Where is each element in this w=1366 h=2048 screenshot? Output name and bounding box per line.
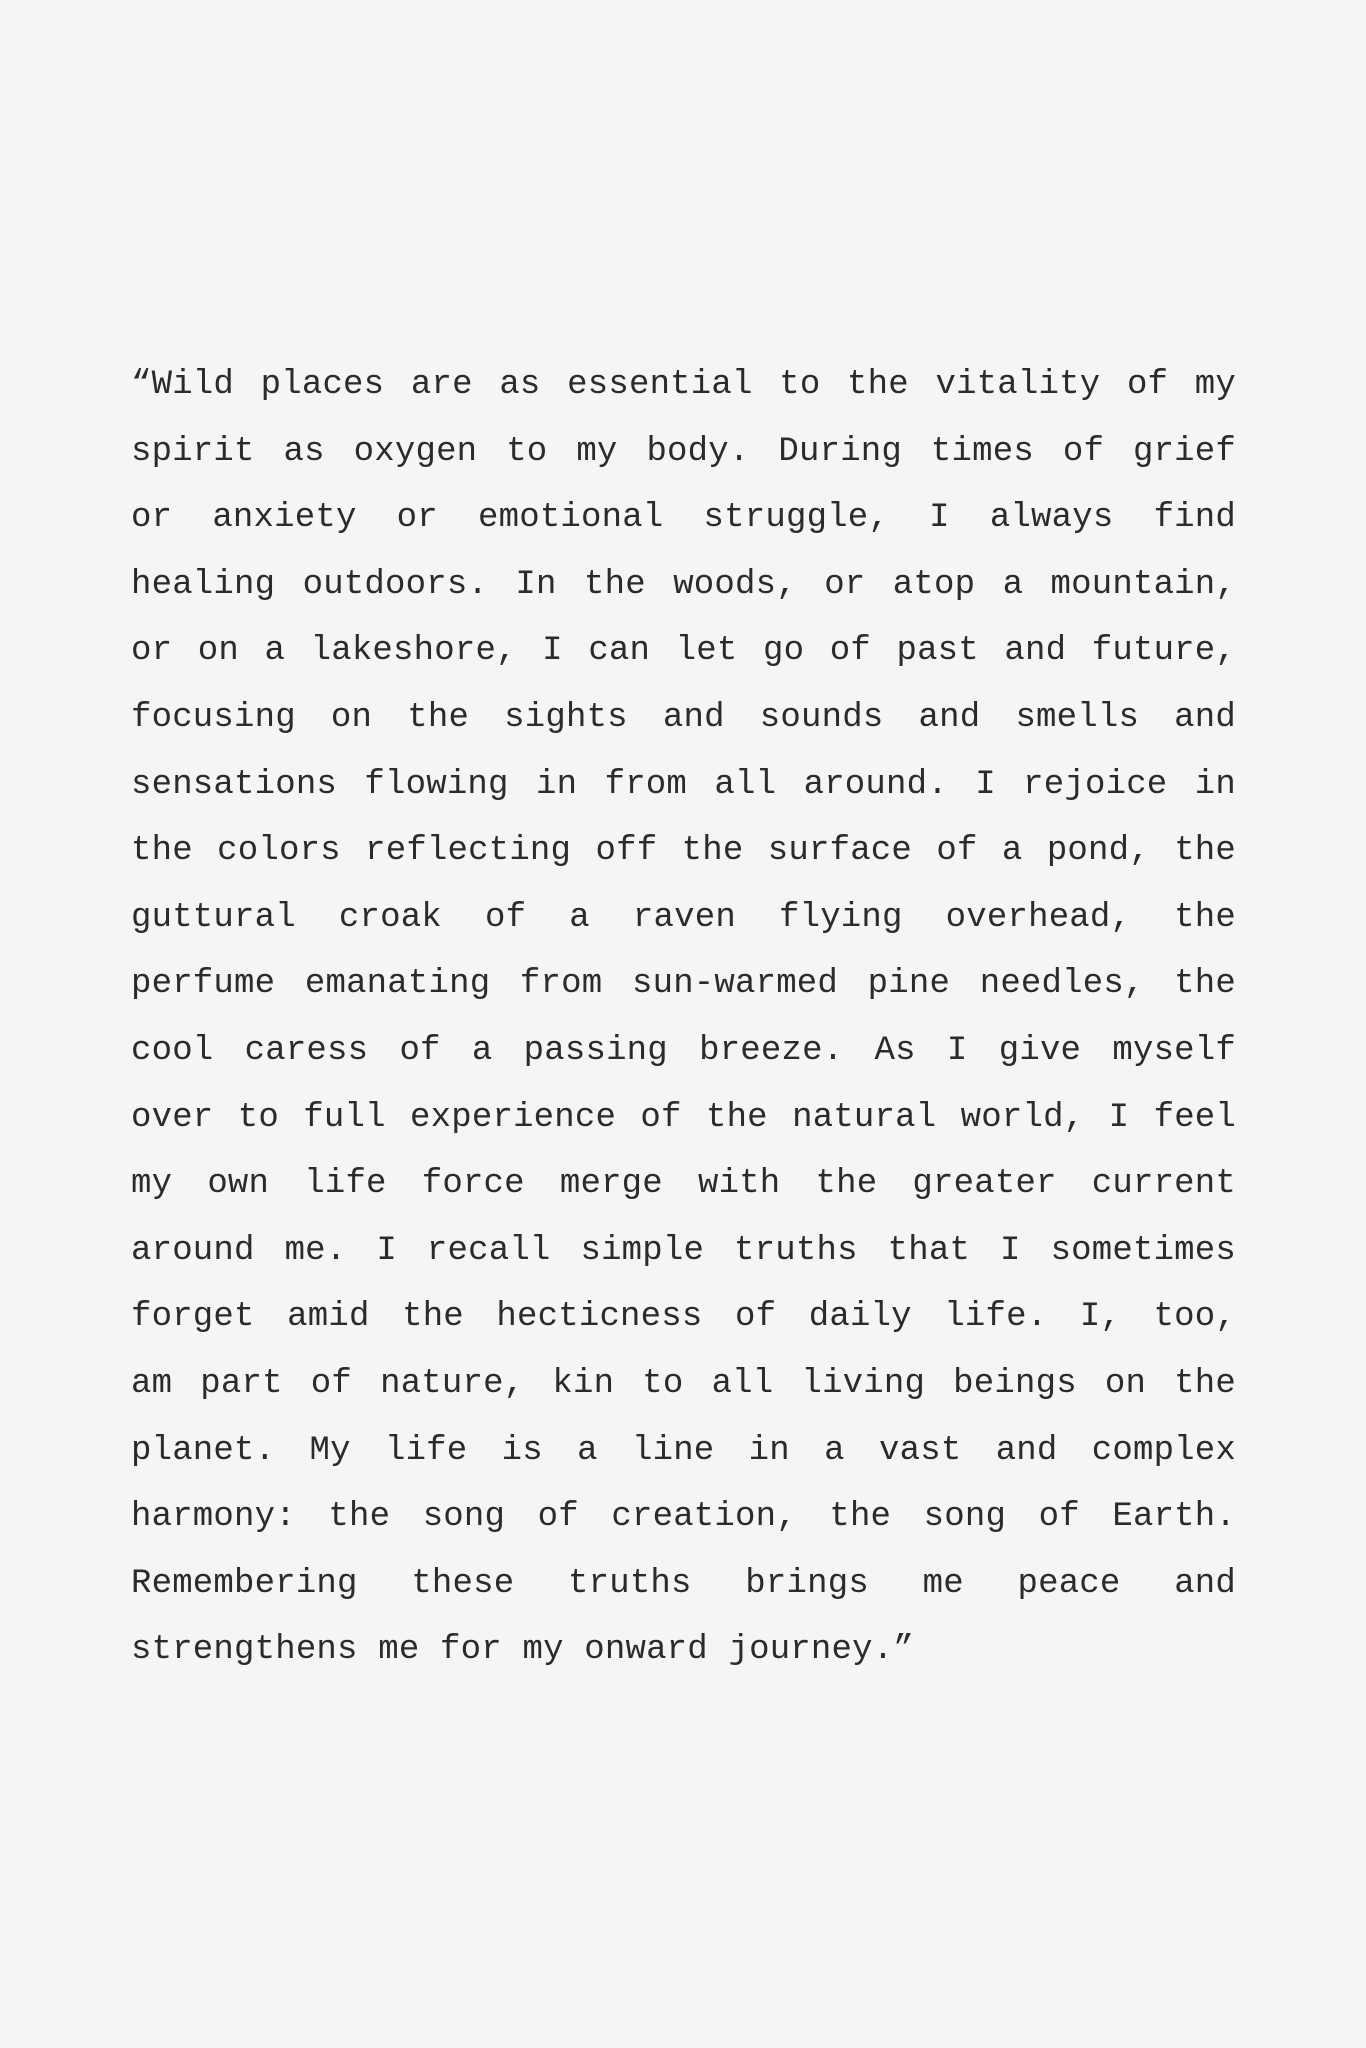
quote-line: or anxiety or emotional struggle, I always find	[131, 499, 1236, 538]
quote-line: planet. My life is a line in a vast and complex	[131, 1431, 1236, 1470]
quote-line: perfume emanating from sun-warmed pine needles, the	[131, 965, 1236, 1004]
quote-line: Remembering these truths brings me peace and	[131, 1564, 1236, 1603]
quote-line: over to full experience of the natural world, I feel	[131, 1098, 1236, 1137]
quote-line: forget amid the hecticness of daily life. I, too,	[131, 1298, 1236, 1337]
quote-line: healing outdoors. In the woods, or atop a mountain,	[131, 565, 1236, 604]
quote-line: am part of nature, kin to all living beings on the	[131, 1364, 1236, 1403]
quote-line: the colors reflecting off the surface of a pond, the	[131, 832, 1236, 871]
quote-line: around me. I recall simple truths that I sometimes	[131, 1231, 1236, 1270]
quote-text	[131, 352, 1236, 1684]
quote-line: focusing on the sights and sounds and smells and	[131, 698, 1236, 737]
quote-line: sensations flowing in from all around. I rejoice in	[131, 765, 1236, 804]
quote-line: strengthens me for my onward journey.”	[131, 1631, 914, 1670]
quote-line: guttural croak of a raven flying overhead, the	[131, 898, 1236, 937]
quote-line: spirit as oxygen to my body. During times of grief	[131, 432, 1236, 471]
quote-line: harmony: the song of creation, the song of Earth.	[131, 1498, 1236, 1537]
quote-line: or on a lakeshore, I can let go of past and future,	[131, 632, 1236, 671]
quote-line: my own life force merge with the greater current	[131, 1165, 1236, 1204]
quote-line: “Wild places are as essential to the vitality of my	[131, 366, 1236, 404]
quote-line: cool caress of a passing breeze. As I give myself	[131, 1031, 1236, 1070]
